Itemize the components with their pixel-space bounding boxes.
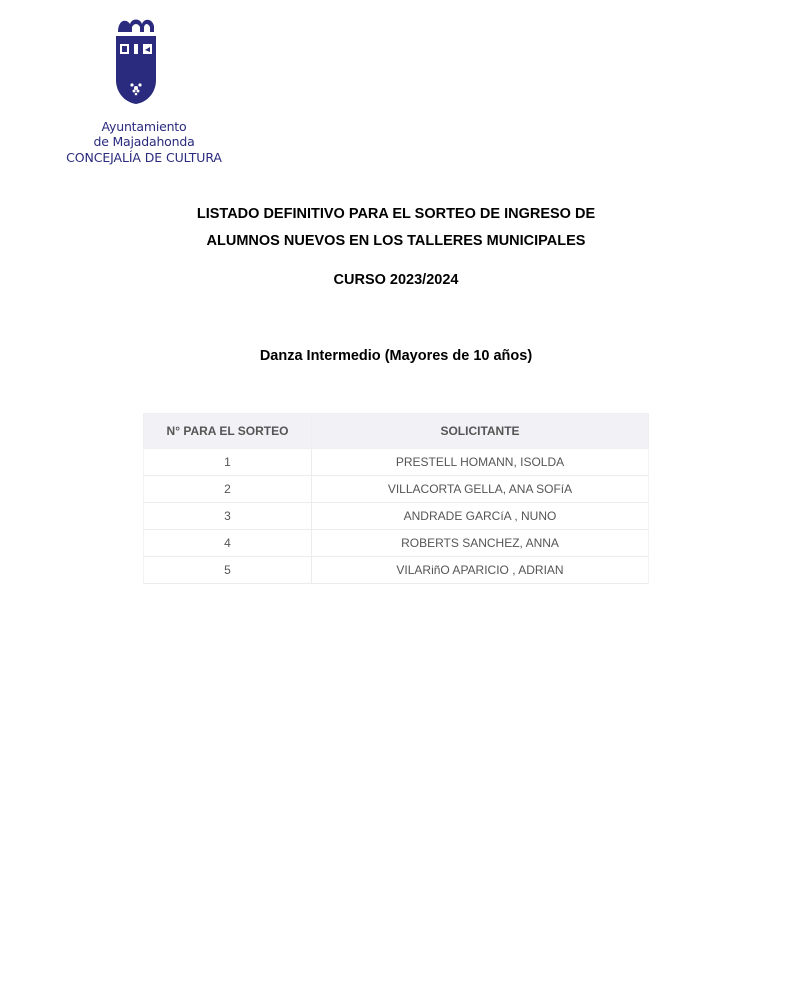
workshop-title: Danza Intermedio (Mayores de 10 años) <box>259 348 533 364</box>
course-title: CURSO 2023/2024 <box>333 272 459 288</box>
applicants-table <box>143 413 649 584</box>
draw-number: 5 <box>144 557 312 584</box>
header-applicant: SOLICITANTE <box>312 414 649 449</box>
draw-number: 3 <box>144 503 312 530</box>
applicant-name: ANDRADE GARCíA , NUNO <box>312 503 649 530</box>
table-header-row <box>144 414 649 449</box>
table-row <box>144 557 649 584</box>
logo-line-2: de Majadahonda <box>93 134 195 149</box>
table-row <box>144 476 649 503</box>
table-row <box>144 530 649 557</box>
logo-line-3: CONCEJALÍA DE CULTURA <box>66 150 222 165</box>
document-title-line-1: LISTADO DEFINITIVO PARA EL SORTEO DE INGRESO DE <box>196 206 596 222</box>
coat-of-arms-icon <box>110 14 170 106</box>
draw-number: 2 <box>144 476 312 503</box>
majadahonda-logo <box>58 14 238 169</box>
applicant-name: PRESTELL HOMANN, ISOLDA <box>312 449 649 476</box>
applicant-name: VILARiñO APARICIO , ADRIAN <box>312 557 649 584</box>
applicant-name: ROBERTS SANCHEZ, ANNA <box>312 530 649 557</box>
table-row <box>144 503 649 530</box>
header-draw-number: N° PARA EL SORTEO <box>144 414 312 449</box>
applicant-name: VILLACORTA GELLA, ANA SOFíA <box>312 476 649 503</box>
table-row <box>144 449 649 476</box>
draw-number: 1 <box>144 449 312 476</box>
logo-line-1: Ayuntamiento <box>101 119 187 134</box>
draw-number: 4 <box>144 530 312 557</box>
document-title-line-2: ALUMNOS NUEVOS EN LOS TALLERES MUNICIPALES <box>206 233 586 249</box>
